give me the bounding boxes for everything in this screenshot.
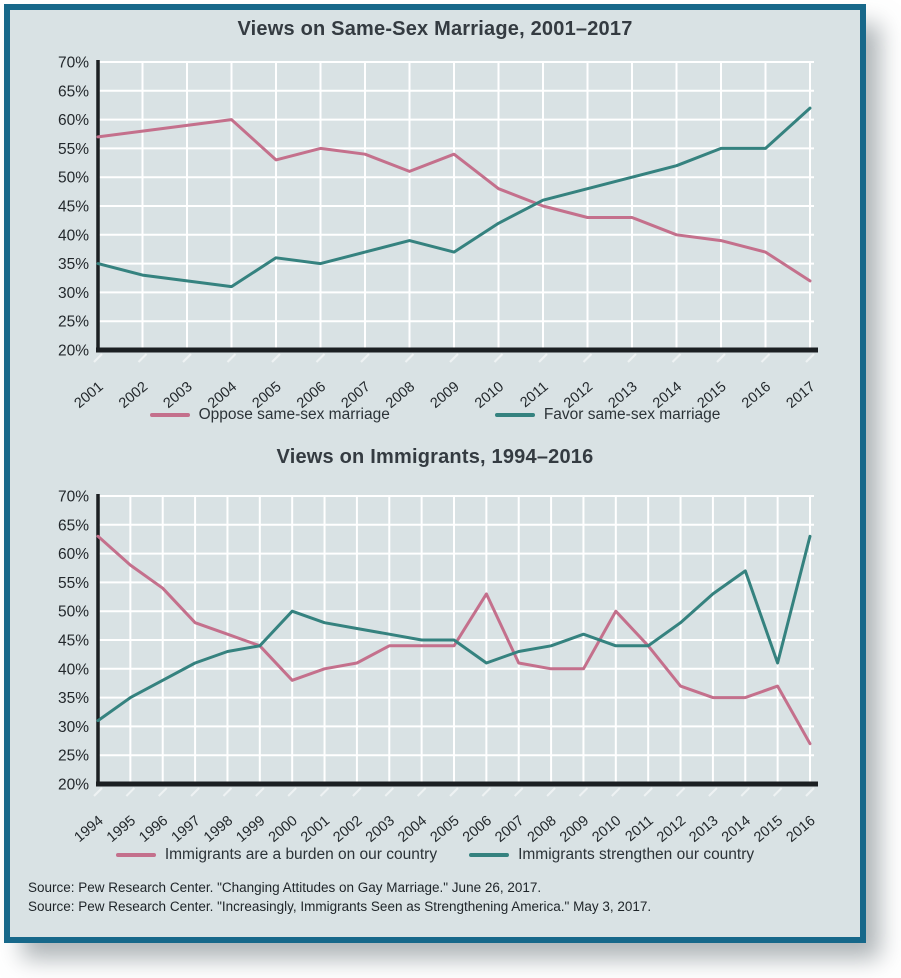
svg-text:1994: 1994 xyxy=(71,812,107,846)
svg-text:2013: 2013 xyxy=(605,378,641,412)
svg-text:2011: 2011 xyxy=(517,378,552,412)
figure-card xyxy=(4,4,866,943)
legend-item-burden xyxy=(116,846,437,864)
svg-text:2002: 2002 xyxy=(116,378,152,412)
svg-text:2001: 2001 xyxy=(71,378,107,412)
legend-item-favor xyxy=(495,406,721,424)
x-axis-ticks xyxy=(94,788,814,796)
svg-text:40%: 40% xyxy=(57,661,89,679)
svg-text:2007: 2007 xyxy=(338,378,374,412)
strengthen-line-swatch xyxy=(469,853,509,857)
legend-label-oppose: Oppose same-sex marriage xyxy=(198,406,390,423)
legend-item-oppose xyxy=(150,406,390,424)
svg-text:2001: 2001 xyxy=(298,812,334,846)
svg-text:50%: 50% xyxy=(57,603,89,621)
svg-text:20%: 20% xyxy=(57,342,89,360)
same-sex-marriage-chart xyxy=(10,52,860,412)
svg-text:2003: 2003 xyxy=(362,812,398,846)
svg-text:2009: 2009 xyxy=(427,378,463,412)
y-axis-labels xyxy=(58,55,89,360)
svg-text:2014: 2014 xyxy=(650,378,686,412)
svg-text:2017: 2017 xyxy=(783,378,819,412)
svg-text:2016: 2016 xyxy=(783,812,819,846)
svg-text:20%: 20% xyxy=(57,776,89,794)
svg-text:2006: 2006 xyxy=(294,378,330,412)
svg-text:2011: 2011 xyxy=(622,812,657,846)
oppose-line-swatch xyxy=(150,413,190,417)
svg-text:2013: 2013 xyxy=(686,812,722,846)
source-notes xyxy=(10,878,860,916)
svg-text:2005: 2005 xyxy=(249,378,285,412)
svg-text:70%: 70% xyxy=(57,488,89,506)
legend-label-favor: Favor same-sex marriage xyxy=(543,406,721,423)
favor-line-swatch xyxy=(495,413,535,417)
svg-text:2002: 2002 xyxy=(330,812,366,846)
svg-text:70%: 70% xyxy=(57,54,89,72)
y-axis-labels xyxy=(58,489,89,794)
svg-text:2000: 2000 xyxy=(265,812,301,846)
svg-text:1998: 1998 xyxy=(201,812,237,846)
source-line-immigrants: Source: Pew Research Center. "Increasingly, Immigrants Seen as Strengthening America." May 3, 2017. xyxy=(28,899,652,914)
svg-text:2016: 2016 xyxy=(739,378,775,412)
svg-text:2010: 2010 xyxy=(589,812,625,846)
svg-text:55%: 55% xyxy=(57,140,89,158)
svg-text:45%: 45% xyxy=(57,198,89,216)
svg-text:2014: 2014 xyxy=(718,812,754,846)
svg-text:2004: 2004 xyxy=(395,812,431,846)
svg-text:2012: 2012 xyxy=(654,812,690,846)
legend-item-strengthen xyxy=(469,846,754,864)
svg-text:2003: 2003 xyxy=(160,378,196,412)
svg-text:60%: 60% xyxy=(57,112,89,130)
svg-text:65%: 65% xyxy=(57,517,89,535)
svg-text:2010: 2010 xyxy=(472,378,508,412)
svg-text:1996: 1996 xyxy=(136,812,172,846)
svg-text:2005: 2005 xyxy=(427,812,463,846)
svg-text:2004: 2004 xyxy=(205,378,241,412)
svg-text:25%: 25% xyxy=(57,313,89,331)
immigrants-chart-title: Views on Immigrants, 1994–2016 xyxy=(276,446,594,468)
source-line-gay-marriage: Source: Pew Research Center. "Changing Attitudes on Gay Marriage." June 26, 2017. xyxy=(28,880,542,895)
svg-text:30%: 30% xyxy=(57,718,89,736)
svg-text:35%: 35% xyxy=(57,690,89,708)
svg-text:30%: 30% xyxy=(57,284,89,302)
svg-text:55%: 55% xyxy=(57,574,89,592)
svg-text:2007: 2007 xyxy=(492,812,528,846)
svg-text:2009: 2009 xyxy=(557,812,593,846)
immigrants-chart xyxy=(10,486,860,846)
svg-text:25%: 25% xyxy=(57,747,89,765)
svg-text:60%: 60% xyxy=(57,546,89,564)
burden-line-swatch xyxy=(116,853,156,857)
svg-text:2008: 2008 xyxy=(524,812,560,846)
svg-text:65%: 65% xyxy=(57,83,89,101)
svg-text:40%: 40% xyxy=(57,227,89,245)
legend-label-strengthen: Immigrants strengthen our country xyxy=(518,846,755,863)
immigrants-legend xyxy=(10,846,860,864)
svg-text:1997: 1997 xyxy=(168,812,204,846)
x-axis-ticks xyxy=(94,354,814,362)
svg-text:35%: 35% xyxy=(57,256,89,274)
svg-text:1995: 1995 xyxy=(103,812,139,846)
svg-text:45%: 45% xyxy=(57,632,89,650)
x-axis-labels xyxy=(72,813,819,846)
svg-text:2006: 2006 xyxy=(459,812,495,846)
svg-text:2015: 2015 xyxy=(694,378,730,412)
svg-text:2015: 2015 xyxy=(751,812,787,846)
svg-text:1999: 1999 xyxy=(233,812,269,846)
svg-text:2012: 2012 xyxy=(561,378,597,412)
same-sex-marriage-chart-title: Views on Same-Sex Marriage, 2001–2017 xyxy=(237,18,633,40)
svg-text:2008: 2008 xyxy=(383,378,419,412)
gridlines xyxy=(98,62,814,350)
svg-text:50%: 50% xyxy=(57,169,89,187)
legend-label-burden: Immigrants are a burden on our country xyxy=(164,846,438,863)
